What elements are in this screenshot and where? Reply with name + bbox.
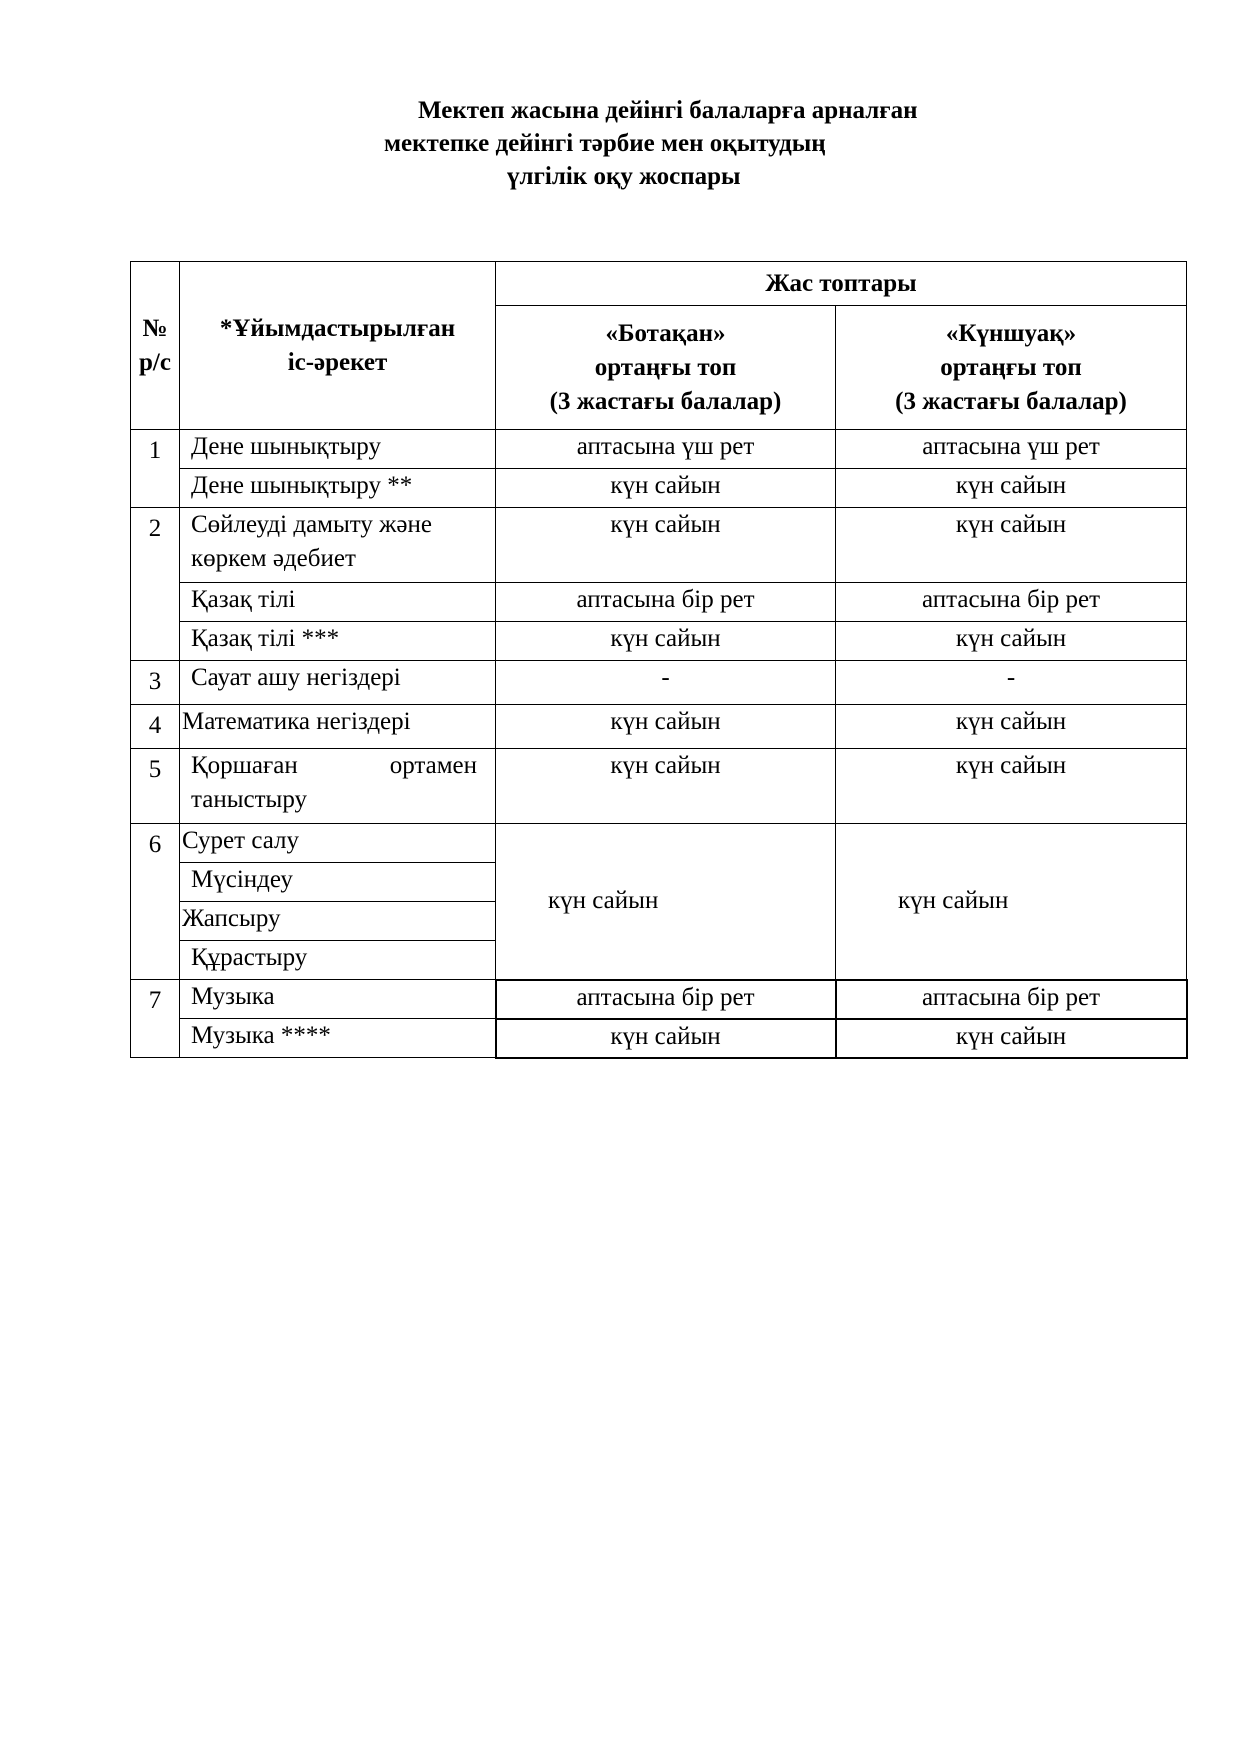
table-row [131, 583, 1187, 622]
activity-cell: Математика негіздері [180, 705, 496, 749]
row-number: 5 [131, 749, 180, 824]
header-activity-line2: іс-әрекет [287, 348, 388, 376]
table-row [131, 469, 1187, 508]
title-line-3: үлгілік оқу жоспары [507, 163, 741, 190]
table-row [131, 661, 1187, 705]
activity-cell: Сөйлеуді дамыту және көркем әдебиет [180, 508, 496, 583]
group1-value: күн сайын [496, 508, 836, 583]
activity-cell: Құрастыру [180, 941, 496, 980]
row-number: 6 [131, 824, 180, 980]
header-number-line1: № [142, 314, 168, 342]
group2-value: күн сайын [836, 508, 1187, 583]
activity-cell: Музыка **** [180, 1019, 496, 1058]
group2-age: (3 жастағы балалар) [895, 387, 1127, 415]
table-row [131, 749, 1187, 824]
group2-value: аптасына бір рет [836, 980, 1187, 1019]
group2-value: - [836, 661, 1187, 705]
group2-value: күн сайын [836, 705, 1187, 749]
activity-cell: Дене шынықтыру [180, 430, 496, 469]
header-number [131, 262, 180, 430]
activity-cell: Қазақ тілі [180, 583, 496, 622]
group1-value: аптасына бір рет [496, 583, 836, 622]
activity-line-1 [191, 749, 495, 783]
group2-value: күн сайын [836, 469, 1187, 508]
group1-value: күн сайын [496, 469, 836, 508]
group1-value: күн сайын [496, 824, 836, 980]
group1-value: күн сайын [496, 622, 836, 661]
title-line-2: мектепке дейінгі тәрбие мен оқытудың [384, 130, 826, 157]
title-line-1: Мектеп жасына дейінгі балаларға арналған [418, 97, 918, 124]
header-group-kunshuak [836, 306, 1187, 430]
row-number: 1 [131, 430, 180, 508]
group1-name: «Ботақан» [605, 319, 726, 347]
activity-cell: Сауат ашу негіздері [180, 661, 496, 705]
group1-type: ортаңғы топ [594, 353, 737, 381]
group2-value: күн сайын [836, 824, 1187, 980]
group2-type: ортаңғы топ [940, 353, 1082, 381]
activity-cell: Сурет салу [180, 824, 496, 863]
header-number-line2: р/с [139, 348, 171, 376]
group2-value: аптасына бір рет [836, 583, 1187, 622]
header-group-botakan [496, 306, 836, 430]
activity-word: ортамен [389, 752, 477, 779]
activity-line-2: таныстыру [191, 786, 307, 813]
group2-value: аптасына үш рет [836, 430, 1187, 469]
group1-age: (3 жастағы балалар) [549, 387, 782, 415]
table-row [131, 1019, 1187, 1058]
group1-value: аптасына бір рет [496, 980, 836, 1019]
group2-name: «Күншуақ» [945, 319, 1077, 347]
group1-value: күн сайын [496, 705, 836, 749]
activity-cell: Мүсіндеу [180, 863, 496, 902]
table-row [131, 980, 1187, 1019]
curriculum-table [130, 261, 1188, 1059]
activity-word: Қоршаған [191, 752, 298, 779]
table-row [131, 622, 1187, 661]
activity-cell: Дене шынықтыру ** [180, 469, 496, 508]
activity-cell: Музыка [180, 980, 496, 1019]
table-row [131, 824, 1187, 863]
row-number: 3 [131, 661, 180, 705]
header-activity-line1: *Ұйымдастырылған [219, 314, 456, 342]
activity-cell [180, 749, 496, 824]
table-row [131, 430, 1187, 469]
group1-value: күн сайын [496, 1019, 836, 1058]
group2-value: күн сайын [836, 749, 1187, 824]
row-number: 4 [131, 705, 180, 749]
header-activity [180, 262, 496, 430]
row-number: 2 [131, 508, 180, 661]
table-row [131, 705, 1187, 749]
table-row [131, 508, 1187, 583]
group2-value: күн сайын [836, 622, 1187, 661]
activity-cell: Жапсыру [180, 902, 496, 941]
header-row-groups [131, 262, 1187, 306]
group1-value: аптасына үш рет [496, 430, 836, 469]
group1-value: күн сайын [496, 749, 836, 824]
group2-value: күн сайын [836, 1019, 1187, 1058]
group1-value: - [496, 661, 836, 705]
activity-cell: Қазақ тілі *** [180, 622, 496, 661]
row-number: 7 [131, 980, 180, 1058]
header-age-groups: Жас топтары [496, 262, 1187, 306]
